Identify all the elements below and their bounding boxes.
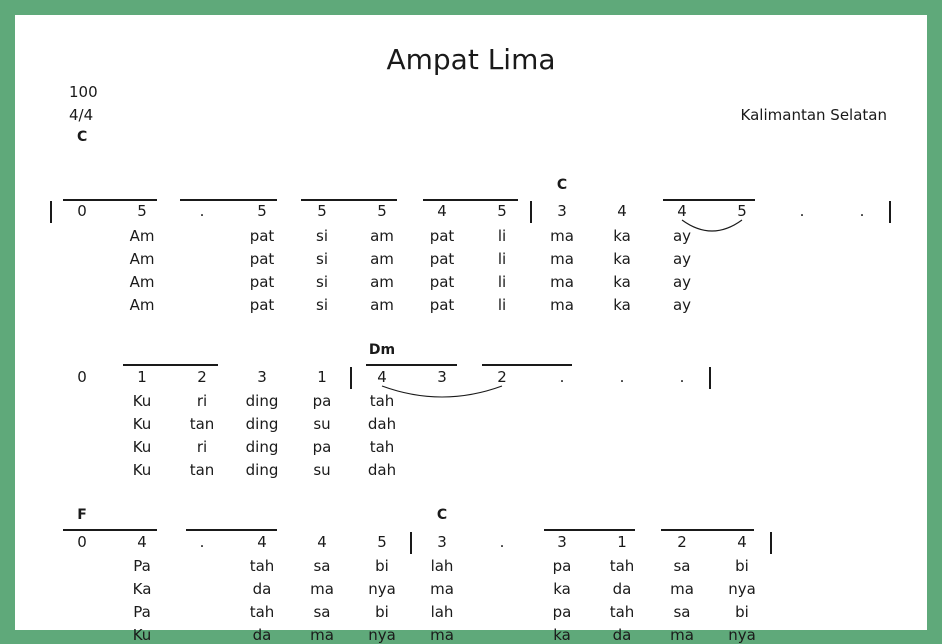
note-number: 5 xyxy=(317,202,327,220)
note-number: 4 xyxy=(137,533,147,551)
note-number: 2 xyxy=(197,368,207,386)
lyric-syllable: tah xyxy=(369,438,395,456)
barline xyxy=(889,201,891,223)
lyric-syllable: tan xyxy=(189,415,215,433)
sustain-dot: . xyxy=(199,202,205,220)
sustain-dot: . xyxy=(499,533,505,551)
first-chord: C xyxy=(77,129,88,145)
duration-beam xyxy=(544,529,635,531)
lyric-syllable: pa xyxy=(552,603,572,621)
lyric-syllable: ka xyxy=(553,580,571,598)
lyric-syllable: dah xyxy=(367,461,397,479)
score-sheet xyxy=(15,15,927,644)
duration-beam xyxy=(423,199,518,201)
note-number: 4 xyxy=(317,533,327,551)
barline xyxy=(530,201,532,223)
lyric-syllable: si xyxy=(316,273,328,291)
lyric-syllable: pa xyxy=(312,392,332,410)
barline xyxy=(770,532,772,554)
lyric-syllable: pa xyxy=(312,438,332,456)
chord-symbol: C xyxy=(436,507,448,523)
sustain-dot: . xyxy=(619,368,625,386)
duration-beam xyxy=(63,199,157,201)
lyric-syllable: si xyxy=(316,227,328,245)
barline xyxy=(709,367,711,389)
lyric-syllable: ding xyxy=(245,392,279,410)
note-number: 4 xyxy=(677,202,687,220)
lyric-syllable: lah xyxy=(430,603,454,621)
lyric-syllable: am xyxy=(370,296,394,314)
lyric-syllable: li xyxy=(497,273,507,291)
note-number: 5 xyxy=(497,202,507,220)
duration-beam xyxy=(186,529,277,531)
lyric-syllable: ma xyxy=(550,273,574,291)
lyric-syllable: bi xyxy=(735,557,749,575)
lyric-syllable: tah xyxy=(369,392,395,410)
note-number: 4 xyxy=(377,368,387,386)
lyric-syllable: ma xyxy=(670,626,694,644)
lyric-syllable: bi xyxy=(375,603,389,621)
lyric-syllable: ay xyxy=(672,250,692,268)
note-number: 0 xyxy=(77,202,87,220)
lyric-syllable: dah xyxy=(367,415,397,433)
slur-tie xyxy=(382,386,502,397)
lyric-syllable: pat xyxy=(249,273,275,291)
note-number: 5 xyxy=(737,202,747,220)
lyric-syllable: pa xyxy=(552,557,572,575)
duration-beam xyxy=(663,199,755,201)
lyric-syllable: li xyxy=(497,227,507,245)
lyric-syllable: tah xyxy=(249,557,275,575)
lyric-syllable: tah xyxy=(249,603,275,621)
lyric-syllable: nya xyxy=(368,580,396,598)
lyric-syllable: ay xyxy=(672,227,692,245)
note-number: 2 xyxy=(677,533,687,551)
lyric-syllable: ding xyxy=(245,438,279,456)
lyric-syllable: Am xyxy=(129,250,155,268)
lyric-syllable: pat xyxy=(429,296,455,314)
lyric-syllable: Ku xyxy=(132,438,152,456)
duration-beam xyxy=(180,199,277,201)
lyric-syllable: pat xyxy=(249,250,275,268)
sustain-dot: . xyxy=(679,368,685,386)
lyric-syllable: ma xyxy=(550,296,574,314)
note-number: 3 xyxy=(257,368,267,386)
lyric-syllable: Am xyxy=(129,273,155,291)
duration-beam xyxy=(661,529,754,531)
note-number: 0 xyxy=(77,533,87,551)
lyric-syllable: Ku xyxy=(132,626,152,644)
lyric-syllable: Pa xyxy=(133,603,151,621)
lyric-syllable: si xyxy=(316,250,328,268)
duration-beam xyxy=(366,364,457,366)
lyric-syllable: tah xyxy=(609,557,635,575)
lyric-syllable: pat xyxy=(429,250,455,268)
song-title: Ampat Lima xyxy=(386,43,556,76)
lyric-syllable: ka xyxy=(613,227,631,245)
note-number: 5 xyxy=(137,202,147,220)
lyric-syllable: am xyxy=(370,250,394,268)
barline xyxy=(350,367,352,389)
lyric-syllable: sa xyxy=(313,557,331,575)
lyric-syllable: bi xyxy=(375,557,389,575)
note-number: 1 xyxy=(617,533,627,551)
lyric-syllable: Am xyxy=(129,227,155,245)
lyric-syllable: li xyxy=(497,296,507,314)
lyric-syllable: si xyxy=(316,296,328,314)
lyric-syllable: ma xyxy=(430,626,454,644)
lyric-syllable: pat xyxy=(429,273,455,291)
lyric-syllable: ay xyxy=(672,296,692,314)
lyric-syllable: ri xyxy=(196,438,208,456)
lyric-syllable: nya xyxy=(728,580,756,598)
sustain-dot: . xyxy=(799,202,805,220)
chord-symbol: C xyxy=(556,177,568,193)
note-number: 5 xyxy=(377,202,387,220)
lyric-syllable: ma xyxy=(550,250,574,268)
chord-symbol: Dm xyxy=(368,342,396,358)
duration-beam xyxy=(123,364,218,366)
lyric-syllable: ma xyxy=(670,580,694,598)
lyric-syllable: ding xyxy=(245,461,279,479)
lyric-syllable: ay xyxy=(672,273,692,291)
note-number: 1 xyxy=(317,368,327,386)
note-number: 3 xyxy=(557,202,567,220)
lyric-syllable: tan xyxy=(189,461,215,479)
lyric-syllable: ka xyxy=(613,273,631,291)
note-number: 5 xyxy=(257,202,267,220)
lyric-syllable: sa xyxy=(313,603,331,621)
note-number: 2 xyxy=(497,368,507,386)
lyric-syllable: da xyxy=(612,626,632,644)
note-number: 3 xyxy=(437,533,447,551)
lyric-syllable: ma xyxy=(550,227,574,245)
lyric-syllable: Ku xyxy=(132,392,152,410)
lyric-syllable: ma xyxy=(310,626,334,644)
lyric-syllable: ka xyxy=(613,296,631,314)
lyric-syllable: Am xyxy=(129,296,155,314)
tempo: 100 xyxy=(69,83,98,101)
lyric-syllable: sa xyxy=(673,603,691,621)
lyric-syllable: su xyxy=(313,415,331,433)
duration-beam xyxy=(301,199,397,201)
lyric-syllable: Ku xyxy=(132,415,152,433)
note-number: 4 xyxy=(617,202,627,220)
lyric-syllable: pat xyxy=(249,296,275,314)
lyric-syllable: Ku xyxy=(132,461,152,479)
lyric-syllable: pat xyxy=(429,227,455,245)
lyric-syllable: nya xyxy=(728,626,756,644)
sustain-dot: . xyxy=(559,368,565,386)
lyric-syllable: ri xyxy=(196,392,208,410)
lyric-syllable: Pa xyxy=(133,557,151,575)
lyric-syllable: am xyxy=(370,273,394,291)
lyric-syllable: su xyxy=(313,461,331,479)
barline xyxy=(410,532,412,554)
note-number: 1 xyxy=(137,368,147,386)
duration-beam xyxy=(482,364,572,366)
lyric-syllable: li xyxy=(497,250,507,268)
lyric-syllable: da xyxy=(252,626,272,644)
lyric-syllable: sa xyxy=(673,557,691,575)
chord-symbol: F xyxy=(77,507,87,523)
time-signature: 4/4 xyxy=(69,106,94,124)
lyric-syllable: ding xyxy=(245,415,279,433)
note-number: 5 xyxy=(377,533,387,551)
sustain-dot: . xyxy=(199,533,205,551)
lyric-syllable: nya xyxy=(368,626,396,644)
lyric-syllable: bi xyxy=(735,603,749,621)
duration-beam xyxy=(63,529,157,531)
lyric-syllable: da xyxy=(252,580,272,598)
note-number: 4 xyxy=(737,533,747,551)
lyric-syllable: lah xyxy=(430,557,454,575)
note-number: 3 xyxy=(437,368,447,386)
lyric-syllable: am xyxy=(370,227,394,245)
lyric-syllable: ka xyxy=(613,250,631,268)
lyric-syllable: ma xyxy=(430,580,454,598)
sustain-dot: . xyxy=(859,202,865,220)
note-number: 4 xyxy=(257,533,267,551)
lyric-syllable: pat xyxy=(249,227,275,245)
barline xyxy=(50,201,52,223)
lyric-syllable: ka xyxy=(553,626,571,644)
lyric-syllable: da xyxy=(612,580,632,598)
note-number: 0 xyxy=(77,368,87,386)
slur-layer xyxy=(15,15,927,630)
note-number: 3 xyxy=(557,533,567,551)
region-origin: Kalimantan Selatan xyxy=(740,106,887,124)
lyric-syllable: tah xyxy=(609,603,635,621)
lyric-syllable: ma xyxy=(310,580,334,598)
note-number: 4 xyxy=(437,202,447,220)
lyric-syllable: Ka xyxy=(132,580,152,598)
